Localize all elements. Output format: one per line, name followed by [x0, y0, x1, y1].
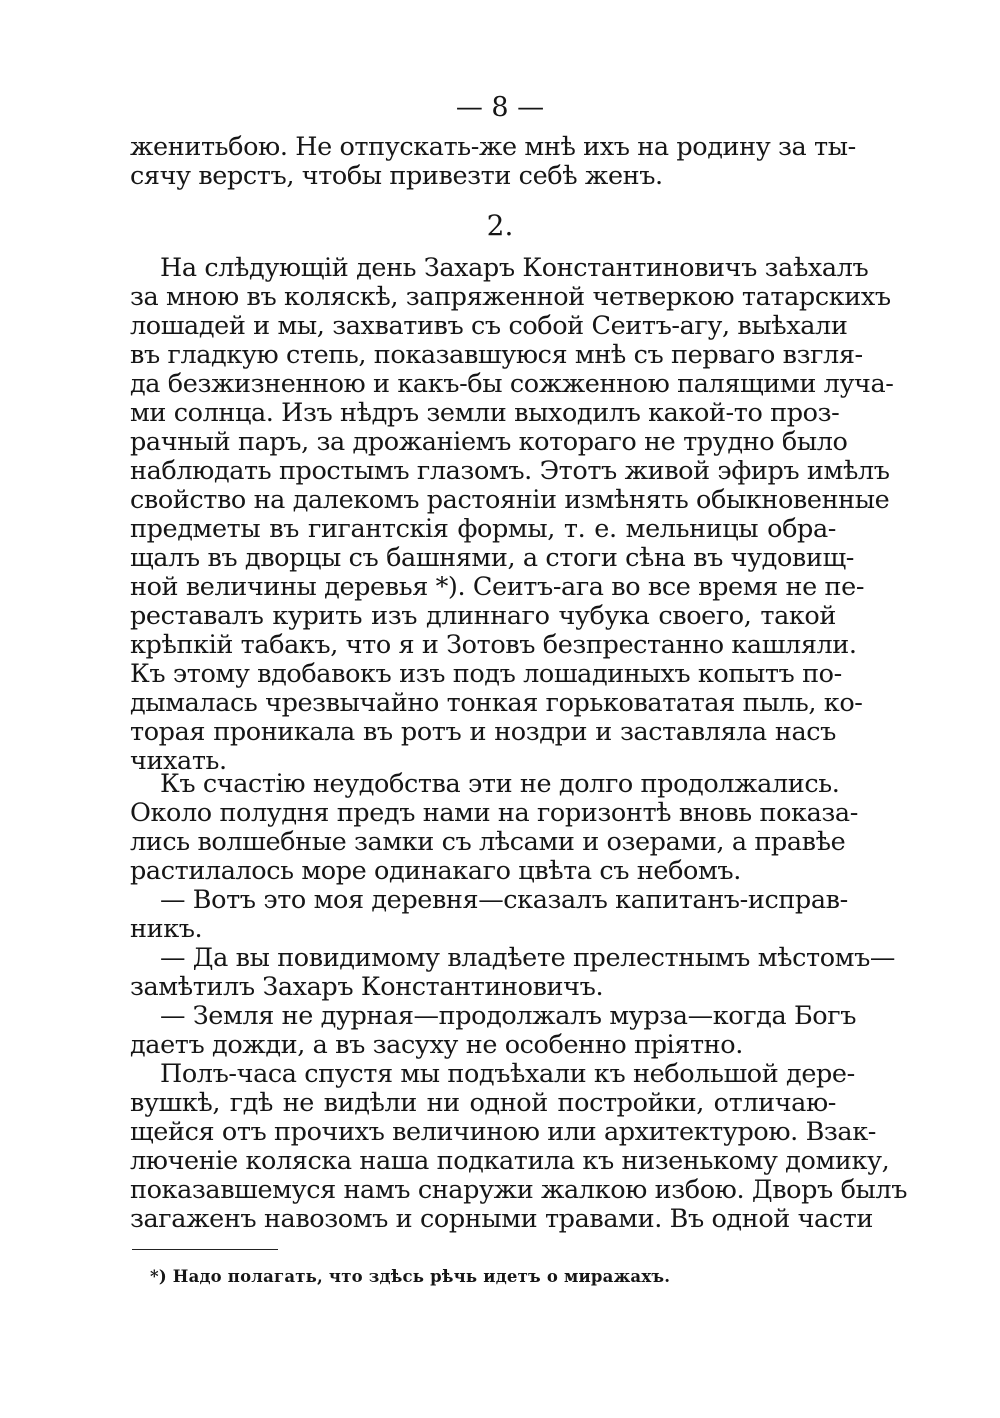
text-line: — Вотъ это моя деревня—сказалъ капитанъ-исправ-: [160, 885, 848, 915]
text-line: въ гладкую степь, показавшуюся мнѣ съ перваго взгля-: [130, 340, 863, 370]
text-line: загаженъ навозомъ и сорными травами. Въ одной части: [130, 1204, 874, 1234]
text-line: предметы въ гигантскія формы, т. е. мельницы обра-: [130, 514, 836, 544]
text-line: Къ счастію неудобства эти не долго продолжались.: [160, 769, 840, 799]
text-line: — Земля не дурная—продолжалъ мурза—когда Богъ: [160, 1001, 857, 1031]
text-line: да безжизненною и какъ-бы сожженною палящими луча-: [130, 369, 894, 399]
paragraph-1: [130, 253, 894, 776]
text-line: лись волшебные замки съ лѣсами и озерами, а правѣе: [130, 827, 846, 857]
section-number: 2.: [486, 209, 514, 242]
text-line: дымалась чрезвычайно тонкая горьковататая пыль, ко-: [130, 688, 863, 718]
text-line: лошадей и мы, захвативъ съ собой Сеитъ-агу, выѣхали: [130, 311, 848, 341]
text-line: люченіе коляска наша подкатила къ низенькому домику,: [130, 1146, 890, 1176]
paragraph-3: [130, 1059, 908, 1234]
text-line: щалъ въ дворцы съ башнями, а стоги сѣна въ чудовищ-: [130, 543, 855, 573]
text-line: свойство на далекомъ растояніи измѣнять обыкновенные: [130, 485, 890, 515]
paragraph-2: [130, 769, 896, 1060]
text-line: вушкѣ, гдѣ не видѣли ни одной постройки, отличаю-: [130, 1088, 836, 1118]
text-line: никъ.: [130, 914, 203, 944]
text-line: торая проникала въ ротъ и ноздри и заставляла насъ: [130, 717, 836, 747]
page-number: — 8 —: [455, 92, 545, 123]
text-line: Къ этому вдобавокъ изъ подъ лошадиныхъ копытъ по-: [130, 659, 842, 689]
text-line: щейся отъ прочихъ величиною или архитектурою. Взак-: [130, 1117, 876, 1147]
text-line: сячу верстъ, чтобы привезти себѣ женъ.: [130, 161, 663, 191]
text-line: женитьбою. Не отпускать-же мнѣ ихъ на родину за ты-: [130, 132, 856, 162]
text-line: ной величины деревья *). Сеитъ-ага во все время не пе-: [130, 572, 865, 602]
text-line: даетъ дожди, а въ засуху не особенно пріятно.: [130, 1030, 743, 1060]
text-line: ми солнца. Изъ нѣдръ земли выходилъ какой-то проз-: [130, 398, 840, 428]
text-line: показавшемуся намъ снаружи жалкою избою. Дворъ былъ: [130, 1175, 908, 1205]
text-line: растилалось море одинакаго цвѣта съ небомъ.: [130, 856, 741, 886]
text-line: На слѣдующій день Захаръ Константиновичъ заѣхалъ: [160, 253, 869, 283]
footnote-divider: [132, 1249, 278, 1250]
text-line: реставалъ курить изъ длиннаго чубука своего, такой: [130, 601, 836, 631]
footnote: *) Надо полагать, что здѣсь рѣчь идетъ о миражахъ.: [150, 1267, 671, 1286]
text-line: замѣтилъ Захаръ Константиновичъ.: [130, 972, 604, 1002]
continuation-text: [130, 132, 856, 191]
text-line: Полъ-часа спустя мы подъѣхали къ небольшой дере-: [160, 1059, 855, 1089]
text-line: рачный паръ, за дрожаніемъ котораго не трудно было: [130, 427, 848, 457]
text-line: наблюдать простымъ глазомъ. Этотъ живой эфиръ имѣлъ: [130, 456, 890, 486]
text-line: чихать.: [130, 746, 227, 776]
text-line: Около полудня предъ нами на горизонтѣ вновь показа-: [130, 798, 858, 828]
text-line: — Да вы повидимому владѣете прелестнымъ мѣстомъ—: [160, 943, 896, 973]
text-line: за мною въ коляскѣ, запряженной четверкою татарскихъ: [130, 282, 891, 312]
text-line: крѣпкій табакъ, что я и Зотовъ безпрестанно кашляли.: [130, 630, 857, 660]
